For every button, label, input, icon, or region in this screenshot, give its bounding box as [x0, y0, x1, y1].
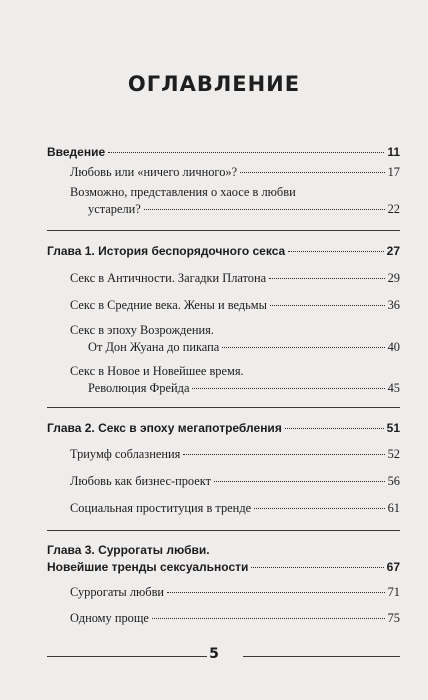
entry-title: Одному проще	[70, 611, 149, 625]
dot-leader	[254, 508, 384, 509]
toc-entry-introduction[interactable]	[47, 144, 400, 161]
page-number: 5	[209, 646, 219, 662]
dot-leader	[183, 454, 384, 455]
toc-entry[interactable]	[70, 270, 400, 287]
entry-title: Глава 2. Секс в эпоху мегапотребления	[47, 421, 282, 435]
dot-leader	[152, 618, 385, 619]
entry-title: Социальная проституция в тренде	[70, 501, 252, 515]
dot-leader	[192, 388, 384, 389]
toc-entry-chapter-2[interactable]	[47, 420, 400, 437]
entry-page-number: 56	[387, 474, 400, 488]
entry-page-number: 71	[387, 585, 400, 599]
entry-title: Любовь как бизнес-проект	[70, 474, 212, 488]
dot-leader	[144, 209, 385, 210]
footer-rule-right	[243, 656, 400, 657]
entry-title: Суррогаты любви	[70, 585, 165, 599]
section-divider	[47, 530, 400, 531]
toc-entry[interactable]	[70, 500, 400, 517]
entry-title: Любовь или «ничего личного»?	[70, 165, 238, 179]
section-divider	[47, 230, 400, 231]
entry-title: Глава 1. История беспорядочного секса	[47, 244, 286, 258]
entry-page-number: 45	[387, 381, 400, 395]
entry-title: Секс в Античности. Загадки Платона	[70, 271, 267, 285]
toc-entry-chapter-1[interactable]	[47, 243, 400, 260]
toc-entry[interactable]	[70, 610, 400, 627]
dot-leader	[240, 172, 385, 173]
entry-title-line: Глава 3. Суррогаты любви.	[47, 543, 210, 557]
entry-page-number: 27	[386, 244, 400, 258]
entry-page-number: 75	[387, 611, 400, 625]
toc-entry[interactable]	[88, 201, 400, 218]
toc-entry[interactable]	[88, 380, 400, 397]
toc-heading: ОГЛАВЛЕНИЕ	[127, 72, 301, 96]
toc-entry[interactable]	[70, 446, 400, 463]
dot-leader	[222, 347, 384, 348]
entry-title: Революция Фрейда	[88, 381, 190, 395]
toc-entry[interactable]	[70, 473, 400, 490]
entry-page-number: 61	[387, 501, 400, 515]
entry-page-number: 52	[387, 447, 400, 461]
entry-title: Секс в Средние века. Жены и ведьмы	[70, 298, 267, 312]
entry-title: Введение	[47, 145, 106, 159]
entry-page-number: 67	[386, 560, 400, 574]
entry-page-number: 22	[387, 202, 400, 216]
entry-page-number: 11	[387, 145, 400, 159]
toc-entry-chapter-3[interactable]	[47, 559, 400, 576]
dot-leader	[167, 592, 385, 593]
dot-leader	[251, 567, 383, 568]
section-divider	[47, 407, 400, 408]
toc-entry[interactable]	[88, 339, 400, 356]
toc-entry[interactable]	[70, 584, 400, 601]
entry-title-line: Секс в эпоху Возрождения.	[70, 323, 214, 337]
toc-entry[interactable]	[70, 164, 400, 181]
entry-page-number: 40	[387, 340, 400, 354]
entry-page-number: 36	[387, 298, 400, 312]
dot-leader	[214, 481, 385, 482]
entry-page-number: 51	[386, 421, 400, 435]
entry-page-number: 29	[387, 271, 400, 285]
entry-title-line: Возможно, представления о хаосе в любви	[70, 185, 296, 199]
entry-title: От Дон Жуана до пикапа	[88, 340, 220, 354]
entry-title: устарели?	[88, 202, 141, 216]
entry-title: Триумф соблазнения	[70, 447, 181, 461]
entry-page-number: 17	[387, 165, 400, 179]
entry-title-line: Секс в Новое и Новейшее время.	[70, 364, 244, 378]
toc-entry[interactable]	[70, 297, 400, 314]
dot-leader	[288, 251, 383, 252]
dot-leader	[108, 152, 384, 153]
dot-leader	[269, 278, 384, 279]
dot-leader	[270, 305, 385, 306]
entry-title: Новейшие тренды сексуальности	[47, 560, 249, 574]
dot-leader	[285, 428, 384, 429]
